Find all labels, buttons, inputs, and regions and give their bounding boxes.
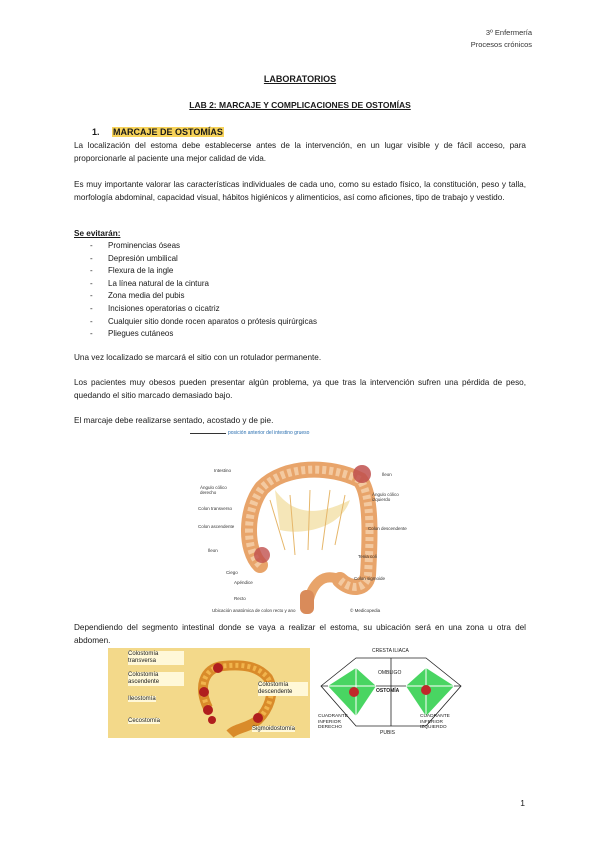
- list-item: - Incisiones operatorias o cicatriz: [90, 303, 317, 316]
- page-number: 1: [520, 798, 525, 808]
- caption-leader: [190, 433, 226, 434]
- paragraph-marker: Una vez localizado se marcará el sitio con un rotulador permanente.: [74, 353, 322, 362]
- label-ascending-colostomy: Colostomía ascendente: [128, 672, 184, 686]
- figure-top-caption: posición anterior del intestino grueso: [228, 430, 310, 436]
- list-item: - Prominencias óseas: [90, 240, 317, 253]
- label-cecum: Ciego: [226, 570, 238, 575]
- list-item: - Zona media del pubis: [90, 290, 317, 303]
- label-pubis: PUBIS: [380, 730, 396, 736]
- label-ileum-right: Íleon: [382, 472, 392, 477]
- abdominal-quadrant-diagram: [316, 646, 466, 740]
- label-iliac-crest: CRESTA ILIACA: [372, 648, 409, 654]
- label-lower-left-quadrant: CUADRANTE INFERIOR IZQUIERDO: [420, 714, 450, 730]
- section-number: 1.: [92, 127, 100, 137]
- label-right-flexure: Ángulo cólico derecho: [200, 485, 227, 495]
- label-ascending-colon: Colon ascendente: [198, 524, 235, 529]
- section-label: MARCAJE DE OSTOMÍAS: [113, 127, 223, 137]
- label-descending-colostomy: Colostomía descendente: [258, 682, 308, 696]
- large-intestine-figure: [190, 430, 410, 618]
- label-transverse-colostomy: Colostomía transversa: [128, 651, 184, 665]
- page-header: [471, 27, 532, 51]
- figure-bottom-caption: Ubicación anatómica de colon recto y ano: [212, 608, 296, 613]
- header-course: 3º Enfermería: [485, 28, 532, 37]
- label-left-flexure: Ángulo cólico izquierdo: [372, 492, 399, 502]
- stoma-sites-figure: [108, 648, 310, 738]
- avoid-list: [90, 240, 317, 341]
- label-transverse-colon: Colon transverso: [198, 506, 233, 511]
- label-cecostomy: Cecostomía: [128, 718, 161, 724]
- page-title: LABORATORIOS: [263, 74, 337, 84]
- header-subject: Procesos crónicos: [470, 40, 532, 49]
- label-sigmoidostomy: Sigmoidostomía: [252, 726, 296, 732]
- label-intestine: Intestino: [214, 468, 232, 473]
- list-item: - Pliegues cutáneos: [90, 328, 317, 341]
- label-ileum-left: Íleon: [208, 548, 218, 553]
- list-item: - Flexura de la ingle: [90, 265, 317, 278]
- label-rectum: Recto: [234, 596, 246, 601]
- paragraph-positions: El marcaje debe realizarse sentado, acostado y de pie.: [74, 416, 274, 425]
- label-appendix: Apéndice: [234, 580, 253, 585]
- paragraph-segment: Dependiendo del segmento intestinal donde se vaya a realizar el estoma, su ubicación será en una zona u otra del abdomen.: [74, 623, 526, 645]
- list-item: - Depresión umbilical: [90, 253, 317, 266]
- label-lower-right-quadrant: CUADRANTE INFERIOR DERECHO: [318, 714, 348, 730]
- list-item: - Cualquier sitio donde rocen aparatos o prótesis quirúrgicas: [90, 316, 317, 329]
- section-heading: [92, 127, 224, 137]
- label-navel: OMBLIGO: [378, 670, 402, 676]
- figure-credit: © Medicopedia: [350, 608, 381, 613]
- paragraph-location: La localización del estoma debe establecerse antes de la intervención, en un lugar visible y de fácil acceso, para proporcionarle al paciente una mejor calidad de vida.: [74, 141, 526, 163]
- paragraph-assessment: Es muy importante valorar las características individuales de cada uno, como su estado físico, la constitución, peso y talla, morfología abdominal, capacidad visual, hábitos higiénicos y alimenticios, así como aficiones, tipo de trabajo y vestido.: [74, 180, 526, 202]
- paragraph-obese: Los pacientes muy obesos pueden presentar algún problema, ya que tras la intervención sufren una pérdida de peso, quedando el sitio marcado demasiado bajo.: [74, 378, 526, 400]
- list-item: - La línea natural de la cintura: [90, 278, 317, 291]
- label-sigmoid-colon: Colon sigmoide: [354, 576, 386, 581]
- page-subtitle: LAB 2: MARCAJE Y COMPLICACIONES DE OSTOMÍAS: [189, 100, 411, 110]
- avoid-heading: Se evitarán:: [74, 229, 121, 238]
- avoid-heading-wrap: [74, 228, 526, 241]
- label-ileostomy: Ileostomía: [128, 696, 156, 702]
- label-ostomy: OSTOMÍA: [376, 688, 400, 694]
- label-taenia-coli: Tenia coli: [358, 554, 377, 559]
- label-descending-colon: Colon descendente: [368, 526, 407, 531]
